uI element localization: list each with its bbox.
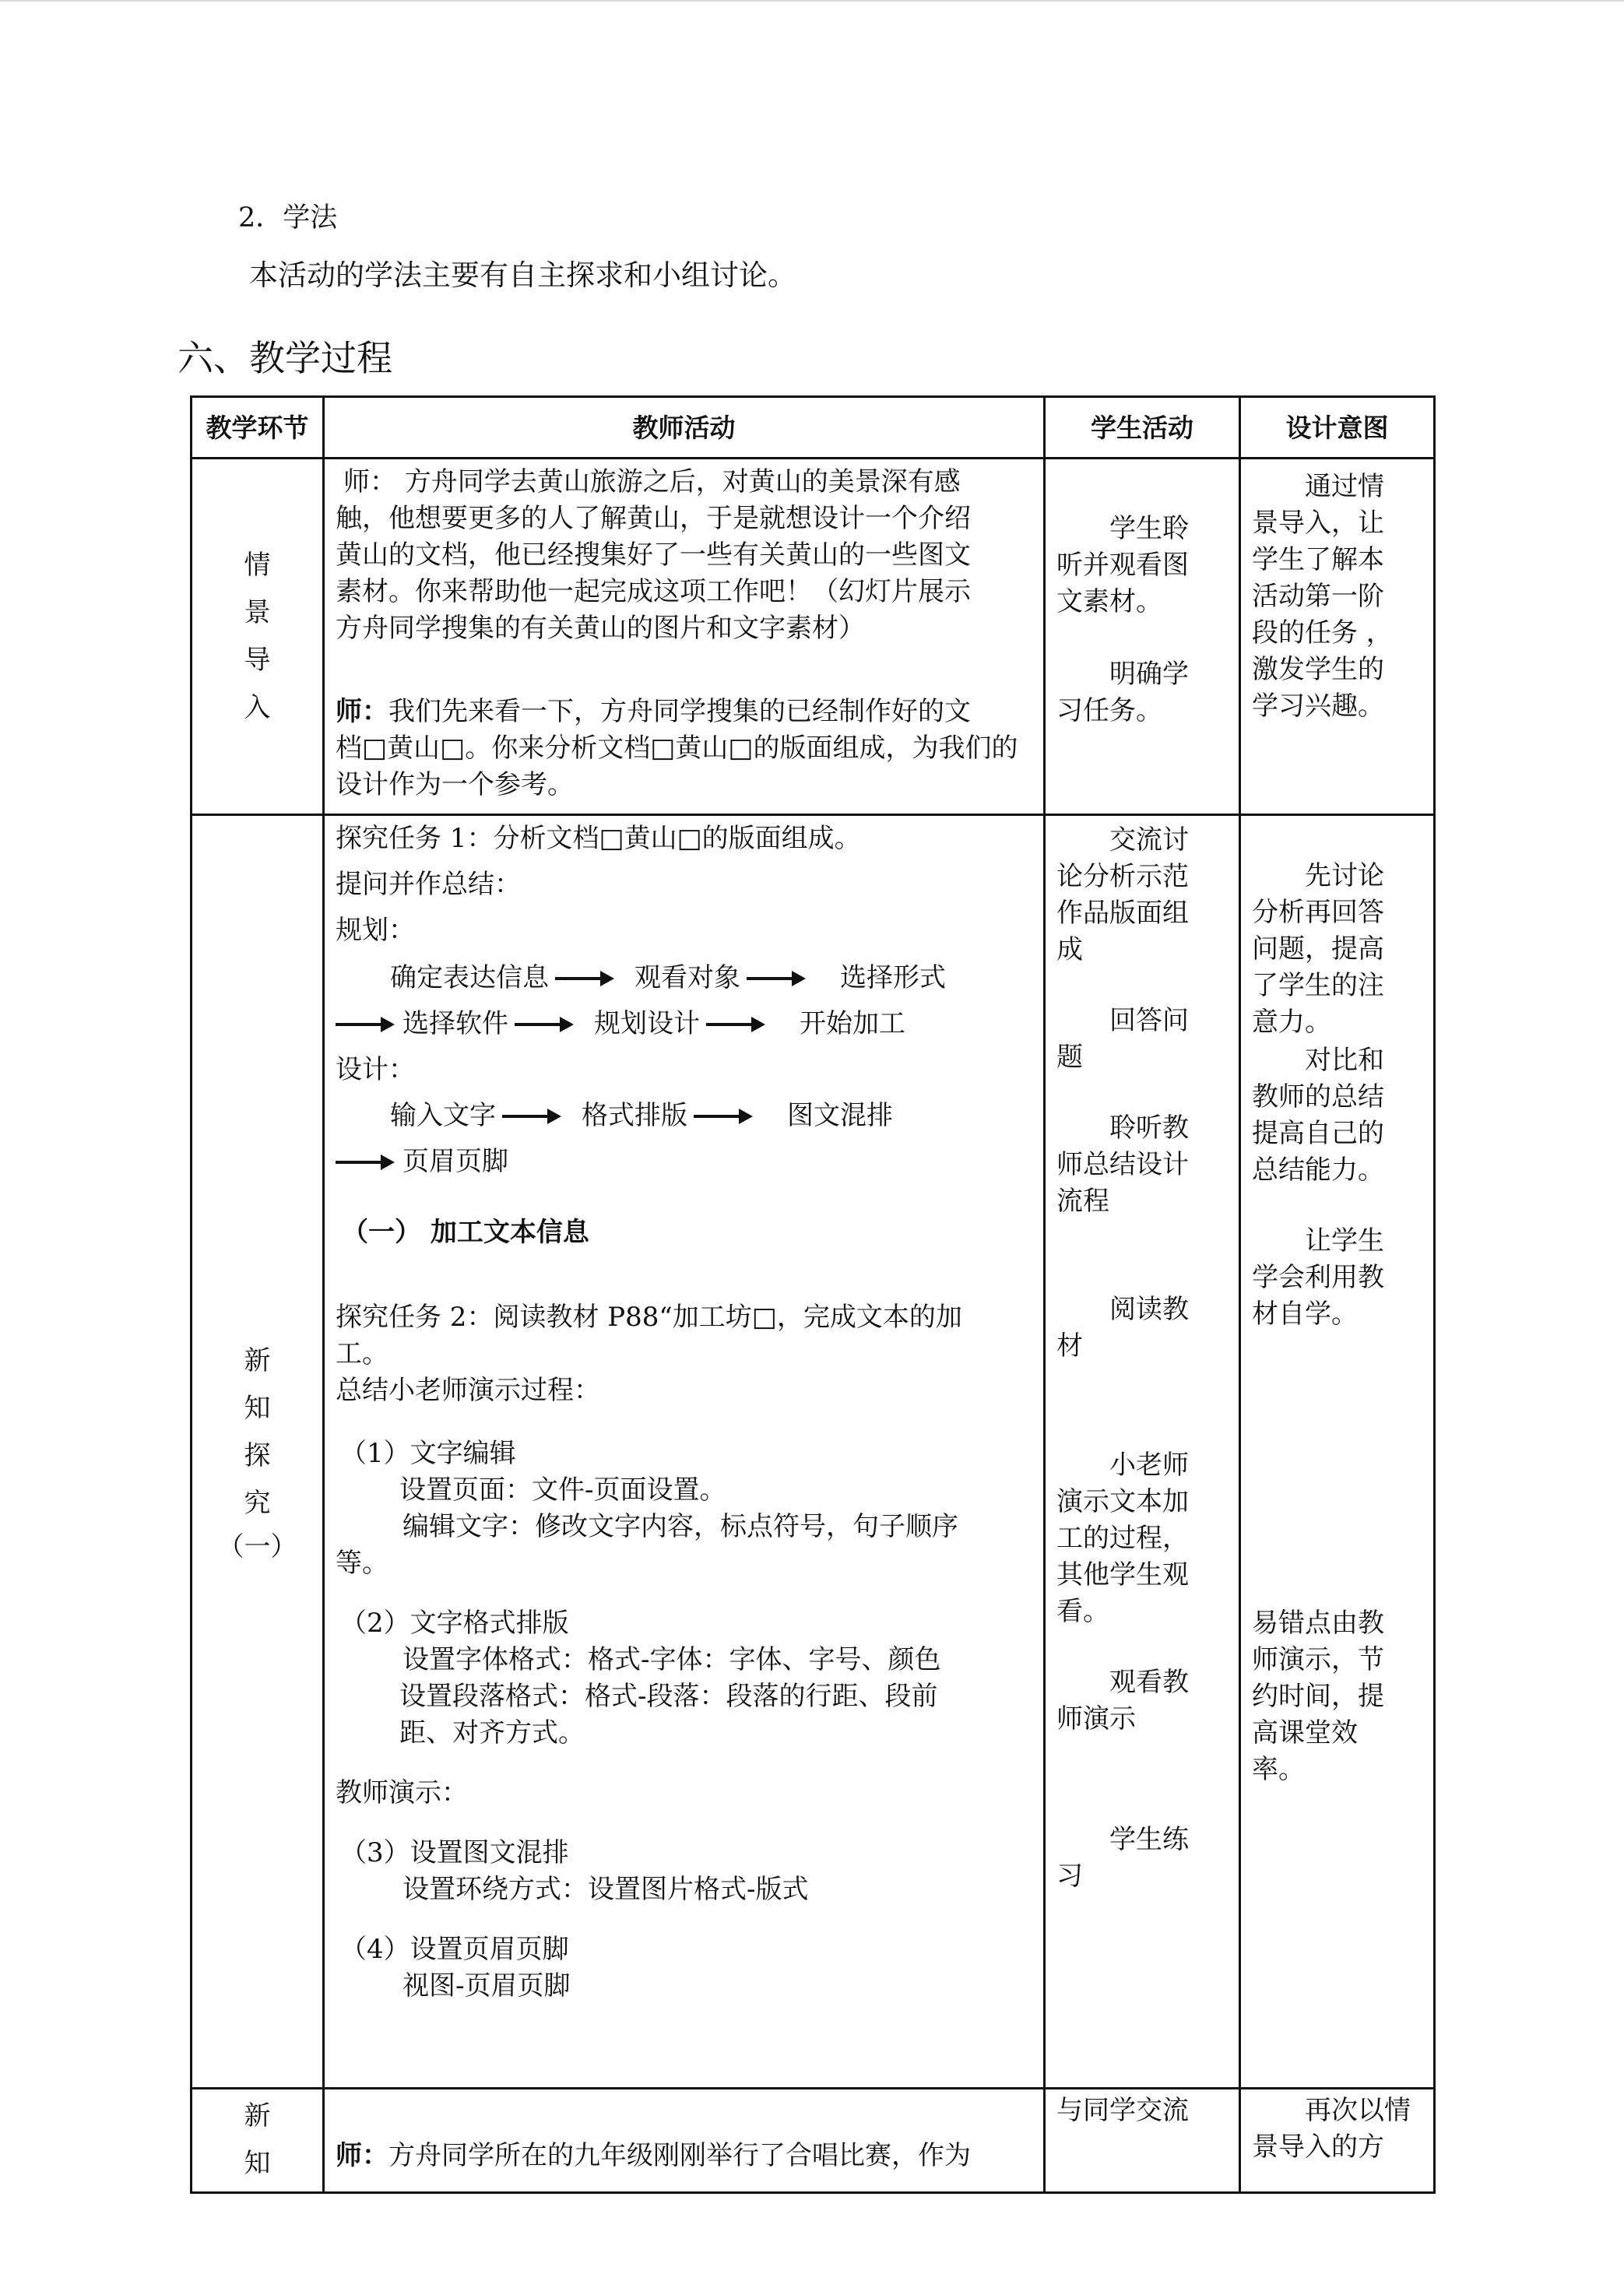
student-line: 小老师 bbox=[1109, 1450, 1189, 1481]
intent-line: 对比和 bbox=[1305, 1045, 1384, 1076]
header-intent: 设计意图 bbox=[1240, 397, 1435, 459]
intent-line: 师演示，节 bbox=[1252, 1644, 1384, 1675]
intent-line: 活动第一阶 bbox=[1252, 581, 1384, 612]
student-line: 材 bbox=[1056, 1330, 1083, 1362]
teacher-line: 黄山的文档，他已经搜集好了一些有关黄山的一些图文 bbox=[336, 539, 971, 571]
stage-char: 情 bbox=[244, 549, 271, 581]
student-line: 师总结设计 bbox=[1056, 1149, 1189, 1180]
stage-cell bbox=[192, 459, 324, 815]
table-header-row bbox=[192, 397, 1435, 459]
step-line: 设置字体格式：格式-字体：字体、字号、颜色 bbox=[402, 1644, 941, 1675]
sub-heading: （一） 加工文本信息 bbox=[342, 1217, 589, 1248]
intent-line: 学生了解本 bbox=[1252, 544, 1384, 575]
student-line: 其他学生观 bbox=[1056, 1559, 1189, 1590]
design-intent-cell bbox=[1240, 459, 1435, 815]
intent-line: 学会利用教 bbox=[1252, 1262, 1384, 1293]
item-text: 本活动的学法主要有自主探求和小组讨论。 bbox=[249, 258, 796, 292]
intent-line: 景导入，让 bbox=[1252, 508, 1384, 539]
task2-line: 探究任务 2：阅读教材 P88“加工坊□，完成文本的加 bbox=[336, 1302, 962, 1333]
step-line: 距、对齐方式。 bbox=[399, 1717, 585, 1748]
intent-line: 易错点由教 bbox=[1252, 1608, 1384, 1639]
student-line: 明确学 bbox=[1109, 659, 1189, 690]
plan-flow-2: 选择软件 规划设计 开始加工 bbox=[325, 1006, 1043, 1042]
student-activity-cell bbox=[1045, 2089, 1240, 2193]
teacher-line: 触，他想要更多的人了解黄山，于是就想设计一个介绍 bbox=[336, 503, 971, 534]
stage-char: 导 bbox=[244, 644, 271, 676]
design-intent-cell bbox=[1240, 815, 1435, 2089]
stage-char: 知 bbox=[244, 2148, 271, 2179]
arrow-icon bbox=[747, 977, 803, 980]
student-line: 阅读教 bbox=[1109, 1294, 1189, 1325]
step-line: 设置段落格式：格式-段落：段落的行距、段前 bbox=[399, 1681, 938, 1712]
arrow-icon bbox=[515, 1023, 571, 1026]
student-line: 论分析示范 bbox=[1056, 861, 1189, 892]
arrow-icon bbox=[706, 1023, 762, 1026]
section-heading: 六、教学过程 bbox=[178, 337, 392, 379]
student-line: 演示文本加 bbox=[1056, 1486, 1189, 1517]
design-intent-cell bbox=[1240, 2089, 1435, 2193]
arrow-icon bbox=[336, 1023, 392, 1026]
intent-line: 高课堂效 bbox=[1252, 1717, 1358, 1748]
student-line: 观看教 bbox=[1109, 1667, 1189, 1698]
intent-line: 激发学生的 bbox=[1252, 654, 1384, 685]
student-line: 看。 bbox=[1056, 1596, 1109, 1627]
teacher-line: 设计作为一个参考。 bbox=[336, 769, 574, 800]
demo-label: 教师演示： bbox=[336, 1777, 468, 1808]
design-flow-2: 页眉页脚 bbox=[325, 1144, 1043, 1180]
step-title: （3）设置图文混排 bbox=[340, 1837, 569, 1868]
intent-line: 学习兴趣。 bbox=[1252, 691, 1384, 722]
header-teacher: 教师活动 bbox=[324, 397, 1045, 459]
stage-char: 新 bbox=[244, 1344, 271, 1376]
teacher-activity-cell bbox=[324, 459, 1045, 815]
step-title: （1）文字编辑 bbox=[340, 1438, 516, 1469]
student-line: 与同学交流 bbox=[1056, 2095, 1189, 2126]
student-activity-cell bbox=[1045, 459, 1240, 815]
step-line: 设置页面：文件-页面设置。 bbox=[399, 1474, 726, 1506]
student-line: 工的过程， bbox=[1056, 1523, 1189, 1554]
step-title: （2）文字格式排版 bbox=[340, 1608, 569, 1639]
intent-line: 教师的总结 bbox=[1252, 1081, 1384, 1112]
student-line: 题 bbox=[1056, 1042, 1083, 1073]
intent-line: 问题，提高 bbox=[1252, 933, 1384, 965]
stage-cell bbox=[192, 815, 324, 2089]
task1: 探究任务 1：分析文档□黄山□的版面组成。 bbox=[336, 823, 861, 854]
student-line: 交流讨 bbox=[1109, 824, 1189, 856]
table-row bbox=[192, 459, 1435, 815]
intent-line: 率。 bbox=[1252, 1754, 1305, 1785]
summary: 总结小老师演示过程： bbox=[336, 1375, 600, 1406]
intent-line: 意力。 bbox=[1252, 1007, 1331, 1038]
ask: 提问并作总结： bbox=[336, 869, 521, 900]
intent-line: 材自学。 bbox=[1252, 1299, 1358, 1330]
teaching-process-table bbox=[190, 395, 1436, 2194]
design-flow-1: 输入文字 格式排版 图文混排 bbox=[390, 1100, 893, 1131]
teacher-line: 方舟同学搜集的有关黄山的图片和文字素材） bbox=[336, 613, 865, 644]
student-line: 文素材。 bbox=[1056, 586, 1162, 617]
step-title: （4）设置页眉页脚 bbox=[340, 1934, 569, 1965]
arrow-icon bbox=[555, 977, 611, 980]
item-label: 2．学法 bbox=[238, 202, 338, 234]
teacher-line: 师： 方舟同学去黄山旅游之后，对黄山的美景深有感 bbox=[343, 466, 961, 497]
student-line: 流程 bbox=[1056, 1186, 1109, 1217]
student-line: 回答问 bbox=[1109, 1005, 1189, 1036]
student-line: 学生练 bbox=[1109, 1824, 1189, 1855]
intent-line: 让学生 bbox=[1305, 1225, 1384, 1256]
stage-char: 知 bbox=[244, 1392, 271, 1424]
arrow-icon bbox=[336, 1161, 392, 1164]
design-label: 设计： bbox=[336, 1054, 415, 1085]
header-stage: 教学环节 bbox=[192, 397, 324, 459]
teacher-line: 师：我们先来看一下，方舟同学搜集的已经制作好的文 bbox=[336, 696, 971, 727]
intent-line: 总结能力。 bbox=[1252, 1155, 1384, 1186]
student-line: 学生聆 bbox=[1109, 513, 1189, 544]
stage-char: 新 bbox=[244, 2100, 271, 2132]
intent-line: 段的任务 ， bbox=[1252, 617, 1393, 648]
intent-line: 了学生的注 bbox=[1252, 970, 1384, 1001]
step-line: 设置环绕方式：设置图片格式-版式 bbox=[402, 1874, 809, 1905]
intent-line: 分析再回答 bbox=[1252, 897, 1384, 928]
stage-char: （一） bbox=[217, 1531, 297, 1562]
step-line: 视图-页眉页脚 bbox=[402, 1970, 571, 2002]
intent-line: 景导入的方 bbox=[1252, 2132, 1384, 2163]
intent-line: 约时间，提 bbox=[1252, 1681, 1384, 1712]
intent-line: 先讨论 bbox=[1305, 860, 1384, 891]
teacher-line: 素材。你来帮助他一起完成这项工作吧！（幻灯片展示 bbox=[336, 576, 971, 607]
plan-label: 规划： bbox=[336, 915, 415, 946]
arrow-icon bbox=[502, 1115, 558, 1118]
student-line: 习 bbox=[1056, 1861, 1083, 1892]
header-student: 学生活动 bbox=[1045, 397, 1240, 459]
intent-line: 再次以情 bbox=[1305, 2095, 1411, 2126]
table-row bbox=[192, 815, 1435, 2089]
stage-char: 探 bbox=[244, 1439, 271, 1471]
stage-char: 景 bbox=[244, 596, 271, 628]
teacher-activity-cell bbox=[324, 815, 1045, 2089]
stage-char: 究 bbox=[244, 1487, 271, 1519]
arrow-icon bbox=[694, 1115, 750, 1118]
plan-flow-1: 确定表达信息 观看对象 选择形式 bbox=[390, 962, 946, 993]
stage-cell bbox=[192, 2089, 324, 2193]
teacher-activity-cell bbox=[324, 2089, 1045, 2193]
page-top-border bbox=[0, 0, 1624, 2]
student-line: 成 bbox=[1056, 934, 1083, 965]
task2-line: 工。 bbox=[336, 1338, 388, 1369]
intent-line: 提高自己的 bbox=[1252, 1118, 1384, 1149]
student-line: 聆听教 bbox=[1109, 1112, 1189, 1144]
student-line: 习任务。 bbox=[1056, 695, 1162, 726]
student-line: 作品版面组 bbox=[1056, 898, 1189, 929]
step-line: 等。 bbox=[336, 1548, 388, 1579]
teacher-line: 师：方舟同学所在的九年级刚刚举行了合唱比赛，作为 bbox=[336, 2140, 971, 2171]
step-line: 编辑文字：修改文字内容，标点符号，句子顺序 bbox=[402, 1511, 958, 1542]
teacher-line: 档□黄山□。你来分析文档□黄山□的版面组成，为我们的 bbox=[336, 733, 1018, 764]
student-line: 师演示 bbox=[1056, 1703, 1136, 1734]
student-activity-cell bbox=[1045, 815, 1240, 2089]
student-line: 听并观看图 bbox=[1056, 550, 1189, 581]
table-row bbox=[192, 2089, 1435, 2193]
intent-line: 通过情 bbox=[1305, 471, 1384, 502]
stage-char: 入 bbox=[244, 691, 271, 723]
